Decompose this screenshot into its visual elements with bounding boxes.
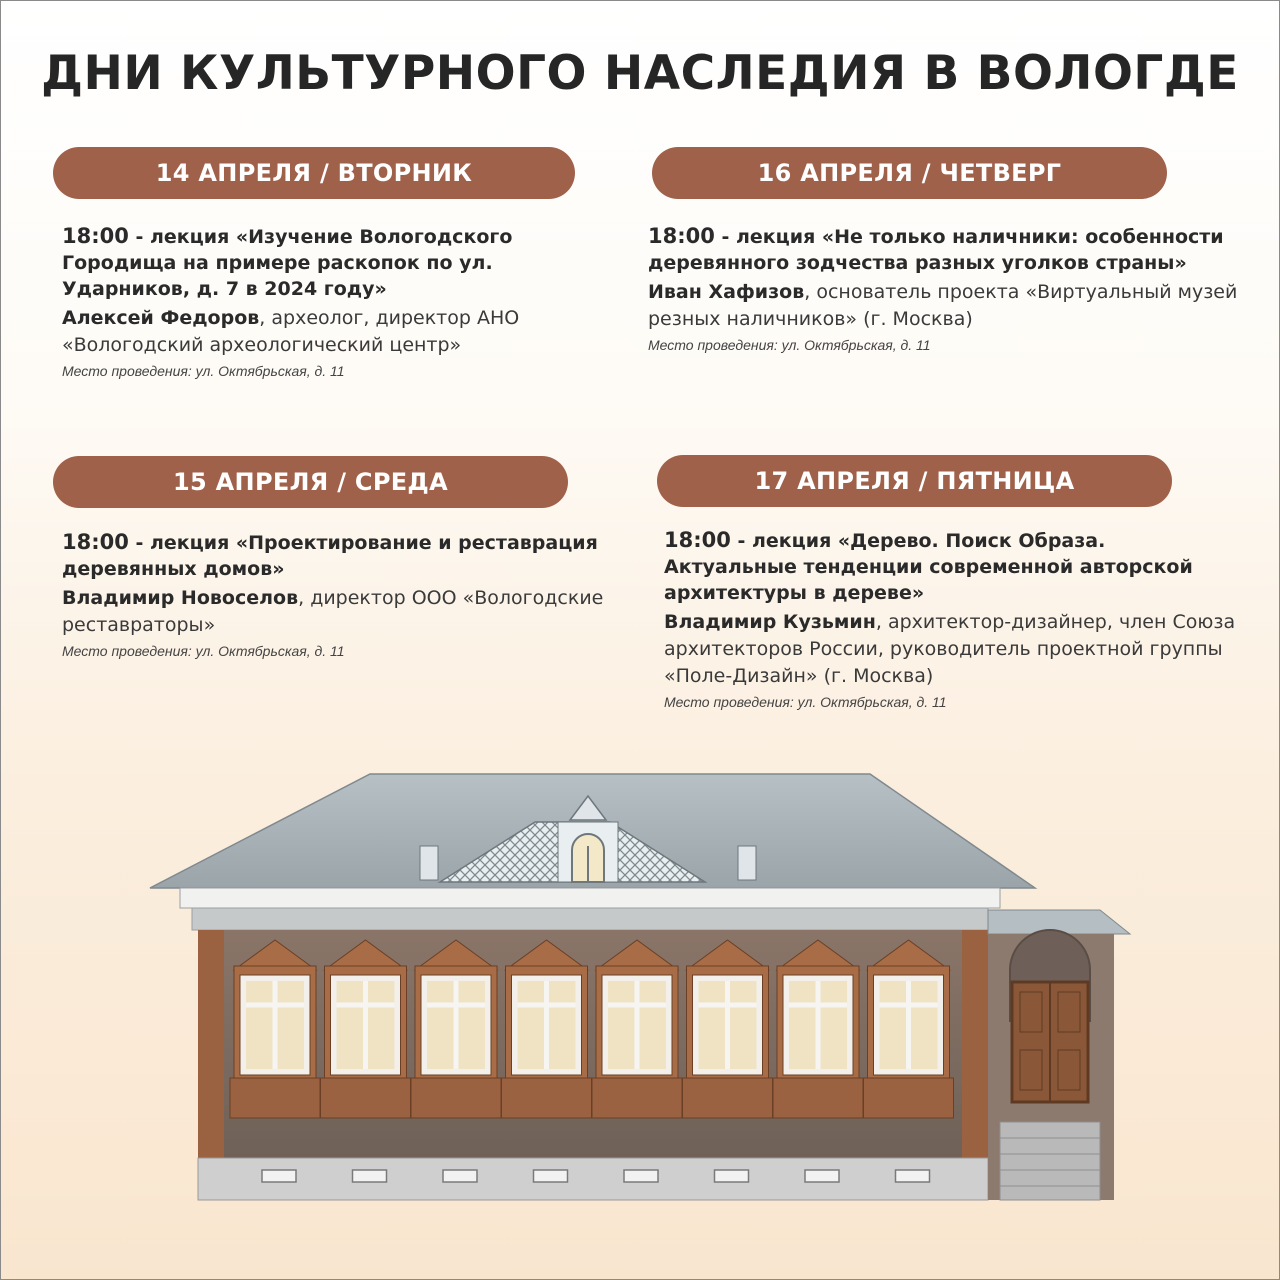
speaker-name: Иван Хафизов bbox=[648, 281, 805, 303]
carved-window bbox=[502, 940, 592, 1118]
lecture-title bbox=[62, 529, 622, 582]
plinth-vent bbox=[805, 1170, 839, 1182]
speaker-name: Владимир Новоселов bbox=[62, 587, 299, 609]
lecture-title bbox=[648, 223, 1238, 276]
plinth-vent bbox=[624, 1170, 658, 1182]
roof-vent-left bbox=[420, 846, 438, 880]
plinth-vent bbox=[353, 1170, 387, 1182]
speaker bbox=[62, 585, 622, 639]
porch-steps bbox=[1000, 1122, 1100, 1200]
roof-vent-right bbox=[738, 846, 756, 880]
carved-window bbox=[592, 940, 682, 1118]
lecture-text: - лекция «Дерево. Поиск Образа. Актуальные тенденции современной авторской архитектуры в дереве» bbox=[664, 530, 1193, 604]
speaker bbox=[664, 609, 1239, 690]
lecture-text: - лекция «Не только наличники: особенности деревянного зодчества разных уголков страны» bbox=[648, 226, 1224, 274]
lecture-title bbox=[62, 223, 622, 302]
corner-pilaster-right bbox=[962, 930, 988, 1158]
event-14-april bbox=[62, 223, 622, 379]
page-title: ДНИ КУЛЬТУРНОГО НАСЛЕДИЯ В ВОЛОГДЕ bbox=[41, 46, 1239, 101]
speaker bbox=[62, 305, 622, 359]
speaker-name: Алексей Федоров bbox=[62, 307, 260, 329]
venue: Место проведения: ул. Октябрьская, д. 11 bbox=[648, 337, 931, 353]
venue: Место проведения: ул. Октябрьская, д. 11 bbox=[62, 643, 345, 659]
carved-window bbox=[773, 940, 863, 1118]
plinth-vent bbox=[534, 1170, 568, 1182]
speaker-name: Владимир Кузьмин bbox=[664, 611, 876, 633]
speaker-description: , архитектор-дизайнер, член Союза архитекторов России, руководитель проектной группы «Поле-Дизайн» (г. Москва) bbox=[664, 611, 1236, 687]
plinth-vent bbox=[715, 1170, 749, 1182]
event-17-april bbox=[664, 527, 1239, 710]
plinth bbox=[198, 1158, 988, 1200]
plinth-vent bbox=[896, 1170, 930, 1182]
carved-window bbox=[230, 940, 320, 1118]
event-15-april bbox=[62, 529, 622, 659]
lecture-time: 18:00 bbox=[62, 224, 129, 248]
lecture-title bbox=[664, 527, 1239, 606]
venue: Место проведения: ул. Октябрьская, д. 11 bbox=[62, 363, 345, 379]
speaker-description: , директор ООО «Вологодские реставраторы» bbox=[62, 587, 604, 636]
speaker-description: , основатель проекта «Виртуальный музей резных наличников» (г. Москва) bbox=[648, 281, 1238, 330]
lecture-text: - лекция «Изучение Вологодского Городища на примере раскопок по ул. Ударников, д. 7 в 2024 году» bbox=[62, 226, 513, 300]
carved-window bbox=[864, 940, 954, 1118]
lecture-time: 18:00 bbox=[62, 530, 129, 554]
venue: Место проведения: ул. Октябрьская, д. 11 bbox=[664, 694, 947, 710]
carved-window bbox=[683, 940, 773, 1118]
lecture-text: - лекция «Проектирование и реставрация деревянных домов» bbox=[62, 532, 598, 580]
plinth-vent bbox=[443, 1170, 477, 1182]
carved-window bbox=[411, 940, 501, 1118]
speaker bbox=[648, 279, 1238, 333]
lecture-time: 18:00 bbox=[664, 528, 731, 552]
speaker-description: , археолог, директор АНО «Вологодский археологический центр» bbox=[62, 307, 520, 356]
day-header-14-april: 14 АПРЕЛЯ / ВТОРНИК bbox=[53, 147, 575, 199]
cornice bbox=[180, 888, 1000, 908]
day-header-15-april: 15 АПРЕЛЯ / СРЕДА bbox=[53, 456, 568, 508]
day-header-17-april: 17 АПРЕЛЯ / ПЯТНИЦА bbox=[657, 455, 1172, 507]
event-16-april bbox=[648, 223, 1238, 353]
wooden-house-illustration bbox=[140, 760, 1140, 1210]
lecture-time: 18:00 bbox=[648, 224, 715, 248]
carved-window bbox=[321, 940, 411, 1118]
day-header-16-april: 16 АПРЕЛЯ / ЧЕТВЕРГ bbox=[652, 147, 1167, 199]
plinth-vent bbox=[262, 1170, 296, 1182]
corner-pilaster-left bbox=[198, 930, 224, 1158]
